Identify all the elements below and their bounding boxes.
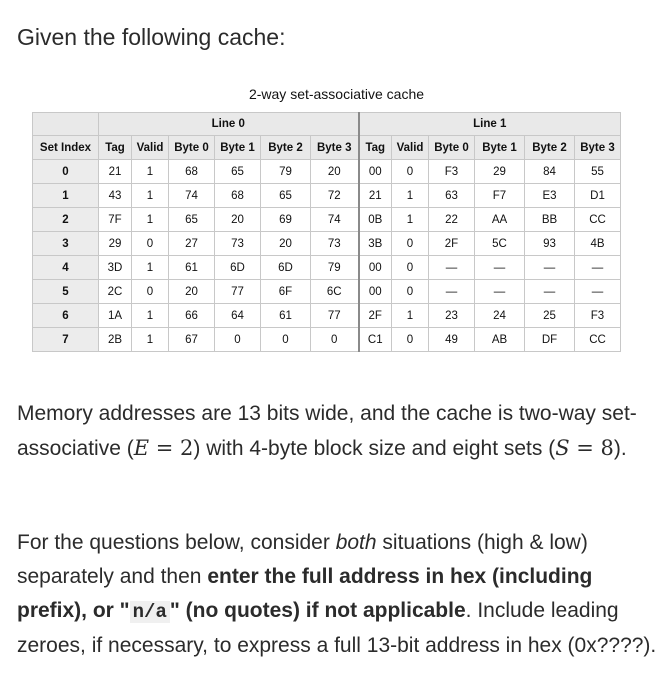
table-cell: 3B — [359, 232, 392, 256]
table-cell: — — [575, 256, 621, 280]
table-cell: 1 — [392, 304, 429, 328]
set-index-cell: 2 — [33, 208, 99, 232]
table-cell: — — [429, 256, 475, 280]
table-cell: 0 — [392, 280, 429, 304]
table-cell: 0 — [392, 328, 429, 352]
table-cell: 00 — [359, 160, 392, 184]
table-cell: BB — [525, 208, 575, 232]
table-cell: 61 — [261, 304, 311, 328]
na-code: n/a — [130, 601, 170, 623]
table-cell: 0 — [392, 160, 429, 184]
table-cell: 93 — [525, 232, 575, 256]
paragraph-description — [17, 397, 657, 466]
line0-header: Line 0 — [99, 113, 359, 136]
table-cell: 2F — [359, 304, 392, 328]
column-header: Tag — [359, 136, 392, 160]
table-row — [33, 160, 621, 184]
table-cell: F7 — [475, 184, 525, 208]
table-cell: 21 — [99, 160, 132, 184]
table-cell: 73 — [215, 232, 261, 256]
page-heading: Given the following cache: — [17, 24, 286, 50]
table-cell: 65 — [169, 208, 215, 232]
cache-table — [32, 112, 621, 352]
para1-text-1: Memory addresses are 13 bits wide, and the cache is two-way set-associative ( — [17, 402, 637, 460]
table-cell: 1 — [132, 304, 169, 328]
table-cell: 67 — [169, 328, 215, 352]
column-header: Byte 2 — [261, 136, 311, 160]
table-cell: 79 — [261, 160, 311, 184]
table-cell: 21 — [359, 184, 392, 208]
column-header: Byte 0 — [169, 136, 215, 160]
table-cell: — — [575, 280, 621, 304]
table-cell: 2C — [99, 280, 132, 304]
table-cell: 24 — [475, 304, 525, 328]
table-cell: — — [525, 256, 575, 280]
table-cell: E3 — [525, 184, 575, 208]
table-cell: 0 — [311, 328, 359, 352]
table-caption: 2-way set-associative cache — [248, 86, 425, 102]
table-cell: 20 — [169, 280, 215, 304]
table-body — [33, 160, 621, 352]
table-row — [33, 256, 621, 280]
table-cell: 6F — [261, 280, 311, 304]
table-cell: 00 — [359, 280, 392, 304]
table-cell: 1 — [132, 184, 169, 208]
table-cell: — — [475, 256, 525, 280]
column-header: Byte 0 — [429, 136, 475, 160]
table-cell: F3 — [429, 160, 475, 184]
column-header: Byte 3 — [311, 136, 359, 160]
column-header: Valid — [392, 136, 429, 160]
table-cell: 77 — [311, 304, 359, 328]
table-cell: DF — [525, 328, 575, 352]
table-cell: 69 — [261, 208, 311, 232]
set-index-cell: 4 — [33, 256, 99, 280]
table-cell: 6C — [311, 280, 359, 304]
table-cell: F3 — [575, 304, 621, 328]
table-cell: CC — [575, 208, 621, 232]
set-index-cell: 6 — [33, 304, 99, 328]
table-cell: 0 — [392, 256, 429, 280]
math-s-value: = 8 — [569, 436, 614, 460]
table-cell: 0 — [261, 328, 311, 352]
math-s: S — [555, 436, 570, 460]
table-cell: 1 — [132, 256, 169, 280]
table-row — [33, 184, 621, 208]
table-cell: 5C — [475, 232, 525, 256]
para1-text-3: ). — [613, 437, 627, 460]
table-row — [33, 280, 621, 304]
table-cell: 2F — [429, 232, 475, 256]
column-header: Byte 3 — [575, 136, 621, 160]
set-index-cell: 0 — [33, 160, 99, 184]
table-cell: 7F — [99, 208, 132, 232]
table-cell: 84 — [525, 160, 575, 184]
table-cell: 74 — [169, 184, 215, 208]
column-header: Tag — [99, 136, 132, 160]
table-cell: 66 — [169, 304, 215, 328]
set-index-cell: 1 — [33, 184, 99, 208]
table-cell: 0B — [359, 208, 392, 232]
table-cell: 49 — [429, 328, 475, 352]
table-cell: 68 — [169, 160, 215, 184]
table-cell: C1 — [359, 328, 392, 352]
table-cell: CC — [575, 328, 621, 352]
para2-bold-1: enter the full address in hex (including prefix), or " — [17, 565, 593, 622]
table-cell: 23 — [429, 304, 475, 328]
para2-text-1: For the questions below, consider — [17, 531, 336, 554]
table-cell: 61 — [169, 256, 215, 280]
table-cell: AB — [475, 328, 525, 352]
para2-bold-2: " (no quotes) if not applicable — [169, 599, 466, 622]
table-cell: — — [475, 280, 525, 304]
table-cell: 20 — [261, 232, 311, 256]
math-e: E — [133, 436, 150, 460]
paragraph-instructions — [17, 526, 657, 663]
table-cell: 68 — [215, 184, 261, 208]
table-cell: — — [525, 280, 575, 304]
table-cell: 1 — [132, 208, 169, 232]
table-cell: 55 — [575, 160, 621, 184]
table-cell: 0 — [215, 328, 261, 352]
table-row — [33, 208, 621, 232]
table-cell: 63 — [429, 184, 475, 208]
math-e-value: = 2 — [149, 436, 194, 460]
table-cell: 27 — [169, 232, 215, 256]
para2-text-2: situations (high & low) separately and then — [17, 531, 588, 588]
table-cell: 77 — [215, 280, 261, 304]
table-cell: 79 — [311, 256, 359, 280]
line1-header: Line 1 — [359, 113, 621, 136]
table-cell: 2B — [99, 328, 132, 352]
table-cell: 20 — [311, 160, 359, 184]
table-cell: 1 — [132, 328, 169, 352]
table-cell: 0 — [132, 280, 169, 304]
table-cell: D1 — [575, 184, 621, 208]
set-index-cell: 5 — [33, 280, 99, 304]
table-cell: 1 — [132, 160, 169, 184]
table-cell: 1 — [392, 184, 429, 208]
table-row — [33, 232, 621, 256]
column-header: Valid — [132, 136, 169, 160]
table-cell: 6D — [215, 256, 261, 280]
table-cell: 0 — [392, 232, 429, 256]
table-row — [33, 328, 621, 352]
table-cell: 3D — [99, 256, 132, 280]
table-cell: — — [429, 280, 475, 304]
table-cell: 72 — [311, 184, 359, 208]
table-cell: 00 — [359, 256, 392, 280]
set-index-cell: 3 — [33, 232, 99, 256]
table-cell: 1 — [392, 208, 429, 232]
table-cell: 22 — [429, 208, 475, 232]
column-header-row — [33, 136, 621, 160]
table-cell: 74 — [311, 208, 359, 232]
para2-emphasis: both — [335, 531, 377, 554]
table-cell: 25 — [525, 304, 575, 328]
table-cell: AA — [475, 208, 525, 232]
table-cell: 6D — [261, 256, 311, 280]
para2-text-3: . Include leading zeroes, if necessary, to express a full 13-bit address in hex (0x????). — [17, 599, 657, 657]
table-cell: 1A — [99, 304, 132, 328]
line-header-row — [33, 113, 621, 136]
set-index-cell: 7 — [33, 328, 99, 352]
table-cell: 0 — [132, 232, 169, 256]
column-header: Byte 2 — [525, 136, 575, 160]
table-cell: 65 — [261, 184, 311, 208]
table-cell: 43 — [99, 184, 132, 208]
table-cell: 29 — [475, 160, 525, 184]
table-cell: 73 — [311, 232, 359, 256]
blank-header-cell — [33, 113, 99, 136]
column-header: Byte 1 — [215, 136, 261, 160]
table-row — [33, 304, 621, 328]
para1-text-2: ) with 4-byte block size and eight sets ( — [193, 437, 556, 460]
column-header: Byte 1 — [475, 136, 525, 160]
table-cell: 65 — [215, 160, 261, 184]
table-cell: 4B — [575, 232, 621, 256]
table-cell: 29 — [99, 232, 132, 256]
column-header: Set Index — [33, 136, 99, 160]
table-cell: 64 — [215, 304, 261, 328]
table-cell: 20 — [215, 208, 261, 232]
